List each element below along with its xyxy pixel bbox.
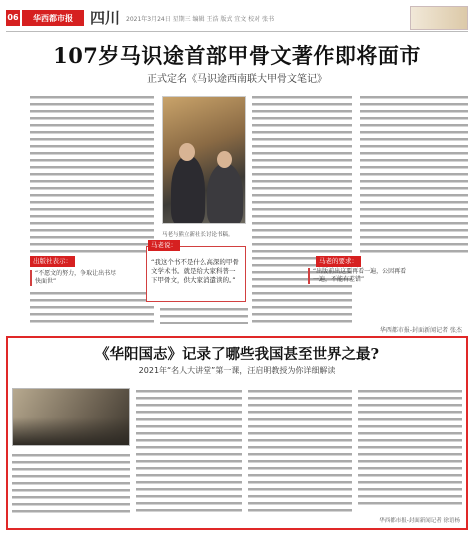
story2-highlight-box[interactable] [6,336,468,530]
paper-logo: 华西都市报 [22,10,84,26]
story1-column-1-lower [30,290,154,324]
quote-box [146,246,246,302]
date-line: 2021年3月24日 星期三 编辑 王浩 版式 宜文 校对 张书 [126,16,275,23]
story2-headline[interactable]: 《华阳国志》记录了哪些我国甚至世界之最? [95,346,379,363]
section-name: 四川 [90,9,121,27]
story1-photo [162,96,246,224]
photo-caption: 马老与熊立新社长讨论书稿。 [162,232,234,238]
story1-subhead: 正式定名《马识途西南联大甲骨文笔记》 [147,74,327,85]
story1-headline[interactable]: 107岁马识途首部甲骨文著作即将面市 [53,43,421,68]
story2-column-4 [358,388,462,506]
quote-request: “出版前出这要再看一遍，公因再看一遍，不能有差错” [308,268,410,284]
tag-ma-lao-request: 马老的要求： [316,256,361,267]
masthead [6,6,468,32]
story1-byline: 华西都市报-封面新闻记者 张杰 [379,327,462,334]
story2-column-1 [12,452,130,516]
story1-column-1 [30,94,154,254]
page-number: 06 [6,10,20,26]
story2-byline: 华西都市报-封面新闻记者 徐语杨 [379,518,460,524]
quote-publisher: “不愿文的努力，争取让出书尽快面世” [30,270,120,286]
story2-column-3 [248,388,352,516]
top-advertisement [410,6,468,30]
story2-column-2 [136,388,242,516]
story1-column-3 [252,94,352,324]
tag-ma-lao-said: 马老说： [148,240,180,251]
story2-photo [12,388,130,446]
story1-column-2-lower [160,306,248,324]
story2-subhead: 2021年“名人大讲堂”第一课，汪启明教授为你详细解读 [138,366,336,375]
quote-box-text: “我这个书不是什么高深的甲骨文学术书。就是给大家科普一下甲骨文，供大家消遣读的。” [151,258,239,284]
tag-publisher: 出版社表示： [30,256,75,267]
story1-column-4 [360,94,468,254]
